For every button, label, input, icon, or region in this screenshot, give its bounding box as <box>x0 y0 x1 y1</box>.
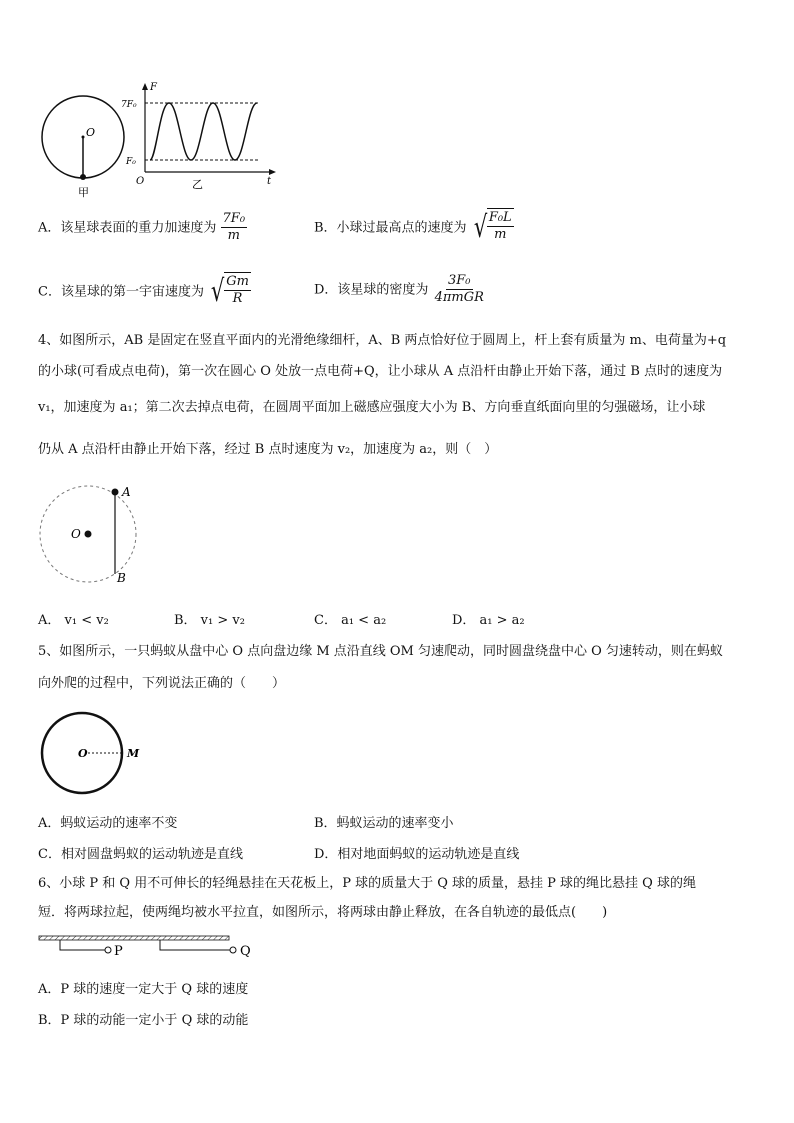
q3-option-b-sqrt: √ $\frac{\text{F₀L}}{m}$ <box>471 208 514 248</box>
label-p: P <box>114 944 123 959</box>
label-o: O <box>78 747 88 760</box>
axis-t-label: t <box>267 176 272 187</box>
q5-line-1: 5、如图所示，一只蚂蚁从盘中心 O 点向盘边缘 M 点沿直线 OM 匀速爬动，同时圆盘绕盘中心 O 匀速转动，则在蚂蚁 <box>38 644 723 659</box>
label-a: A <box>122 485 131 499</box>
center-point <box>82 136 85 139</box>
q6-option-b: B．P 球的动能一定小于 Q 球的动能 <box>38 1013 249 1028</box>
q4-line-2: 的小球(可看成点电荷)，第一次在圆心 O 处放一点电荷+Q，让小球从 A 点沿杆由静止开始下落，通过 B 点时的速度为 <box>38 364 723 379</box>
label-q: Q <box>240 944 251 959</box>
ball <box>80 174 86 180</box>
q3-option-c-sqrt: √ $\frac{Gm}{R}$ <box>208 272 251 312</box>
force-curve <box>150 103 257 160</box>
q5-line-2: 向外爬的过程中，下列说法正确的（ ） <box>38 676 286 691</box>
q3-option-d-fraction: $\frac{\text{3F₀}}{\text{4πmGR}}$ <box>434 273 484 306</box>
q3-option-d <box>314 274 486 306</box>
ball-p <box>105 947 111 953</box>
arrow-x <box>269 169 276 175</box>
q4-figure <box>36 484 146 586</box>
q5-option-c: C．相对圆盘蚂蚁的运动轨迹是直线 <box>38 847 243 862</box>
q4-line-4: 仍从 A 点沿杆由静止开始下落，经过 B 点时速度为 v₂，加速度为 a₂，则（ ） <box>38 442 498 457</box>
caption-yi: 乙 <box>192 178 203 191</box>
tick-f0: F₀ <box>126 157 136 167</box>
q4-option-d: D． a₁ > a₂ <box>452 613 525 628</box>
q5-option-d: D．相对地面蚂蚁的运动轨迹是直线 <box>314 847 520 862</box>
ceiling <box>39 936 229 940</box>
q4-line-3: v₁，加速度为 a₁；第二次去掉点电荷，在圆周平面加上磁感应强度大小为 B、方向垂直纸面向里的匀强磁场，让小球 <box>38 400 706 415</box>
label-m: M <box>127 747 140 760</box>
q3-option-d-text: D．该星球的密度为 <box>314 282 429 298</box>
caption-jia: 甲 <box>78 186 89 199</box>
q5-figure <box>38 710 148 800</box>
q3-option-a-text: A．该星球表面的重力加速度为 <box>38 220 217 236</box>
origin-label: O <box>136 176 145 187</box>
q3-option-c-text: C．该星球的第一宇宙速度为 <box>38 284 204 300</box>
q4-line-1: 4、如图所示，AB 是固定在竖直平面内的光滑绝缘细杆，A、B 两点恰好位于圆周上，杆上套有质量为 m、电荷量为+q <box>38 333 727 348</box>
q3-option-c <box>38 272 251 312</box>
q4-option-c: C． a₁ < a₂ <box>314 613 387 628</box>
ball-a <box>112 489 119 496</box>
q6-line-1: 6、小球 P 和 Q 用不可伸长的轻绳悬挂在天花板上，P 球的质量大于 Q 球的质量，悬挂 P 球的绳比悬挂 Q 球的绳 <box>38 876 696 891</box>
q4-option-b: B． v₁ > v₂ <box>174 613 245 628</box>
axis-f-label: F <box>150 82 157 93</box>
q3-option-a <box>38 212 247 244</box>
q6-line-2: 短．将两球拉起，使两绳均被水平拉直，如图所示，将两球由静止释放，在各自轨迹的最低点( ) <box>38 905 608 920</box>
q5-option-b: B．蚂蚁运动的速率变小 <box>314 816 454 831</box>
q3-option-b-text: B．小球过最高点的速度为 <box>314 220 467 236</box>
q3-option-b <box>314 208 514 248</box>
q6-option-a: A．P 球的速度一定大于 Q 球的速度 <box>38 982 249 997</box>
arrow-y <box>142 83 148 90</box>
q6-figure <box>38 934 258 960</box>
label-o: O <box>86 126 96 139</box>
tick-7f0: 7F₀ <box>121 100 137 110</box>
q5-option-a: A．蚂蚁运动的速率不变 <box>38 816 178 831</box>
rope-p <box>60 940 105 950</box>
q4-option-a: A． v₁ < v₂ <box>38 613 109 628</box>
ball-q <box>230 947 236 953</box>
figure-yi <box>120 80 280 190</box>
rope-q <box>160 940 230 950</box>
charge-o <box>85 531 92 538</box>
label-o: O <box>71 527 81 541</box>
label-b: B <box>117 571 126 585</box>
q3-option-a-fraction: $\frac{\text{7F₀}}{m}$ <box>222 211 246 244</box>
